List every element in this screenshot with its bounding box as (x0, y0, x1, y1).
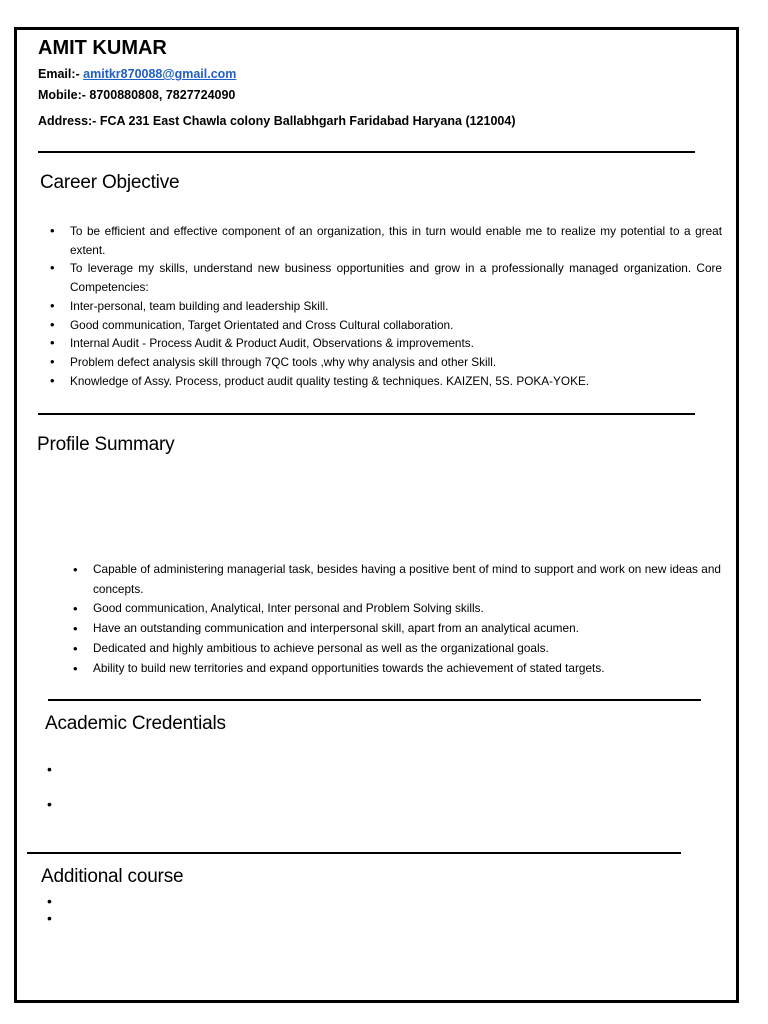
additional-course-title: Additional course (41, 866, 184, 887)
list-item: • Good communication, Target Orientated and Cross Cultural collaboration. (48, 316, 722, 335)
email-link[interactable]: amitkr870088@gmail.com (83, 67, 237, 81)
list-item: • Good communication, Analytical, Inter personal and Problem Solving skills. (71, 599, 721, 619)
list-item: • Have an outstanding communication and interpersonal skill, apart from an analytical acumen. (71, 619, 721, 639)
list-item: • Dedicated and highly ambitious to achieve personal as well as the organizational goals. (71, 639, 721, 659)
divider-career (38, 413, 695, 415)
email-label: Email:- (38, 67, 84, 81)
divider-header (38, 151, 695, 153)
academic-credentials-title: Academic Credentials (45, 713, 226, 734)
profile-summary-list (71, 560, 721, 678)
profile-summary-title: Profile Summary (37, 434, 175, 455)
list-item: • Capable of administering managerial task, besides having a positive bent of mind to support and work on new ideas and concepts. (71, 560, 721, 599)
list-item: • Problem defect analysis skill through 7QC tools ,why why analysis and other Skill. (48, 353, 722, 372)
list-item: • Inter-personal, team building and leadership Skill. (48, 297, 722, 316)
address-value: FCA 231 East Chawla colony Ballabhgarh Faridabad Haryana (121004) (99, 114, 516, 128)
email-line (38, 67, 236, 81)
empty-bullet: • (47, 910, 52, 926)
divider-profile (48, 699, 701, 701)
address-line (38, 114, 515, 128)
list-item: • Internal Audit - Process Audit & Product Audit, Observations & improvements. (48, 334, 722, 353)
mobile-label: Mobile:- (38, 88, 90, 102)
list-item: • Ability to build new territories and expand opportunities towards the achievement of stated targets. (71, 659, 721, 679)
address-label: Address:- (38, 114, 100, 128)
divider-academic (27, 852, 681, 854)
mobile-line (38, 88, 235, 102)
list-item: • To be efficient and effective component of an organization, this in turn would enable me to realize my potential to a great extent. (48, 222, 722, 259)
candidate-name: AMIT KUMAR (38, 37, 167, 59)
empty-bullet: • (47, 796, 52, 812)
career-objective-title: Career Objective (40, 172, 180, 193)
mobile-value: 8700880808, 7827724090 (89, 88, 236, 102)
list-item: • Knowledge of Assy. Process, product audit quality testing & techniques. KAIZEN, 5S. POKA-YOKE. (48, 372, 722, 391)
empty-bullet: • (47, 761, 52, 777)
career-objective-list (48, 222, 722, 390)
empty-bullet: • (47, 893, 52, 909)
list-item: • To leverage my skills, understand new business opportunities and grow in a professionally managed organization. Core Competencies: (48, 259, 722, 296)
